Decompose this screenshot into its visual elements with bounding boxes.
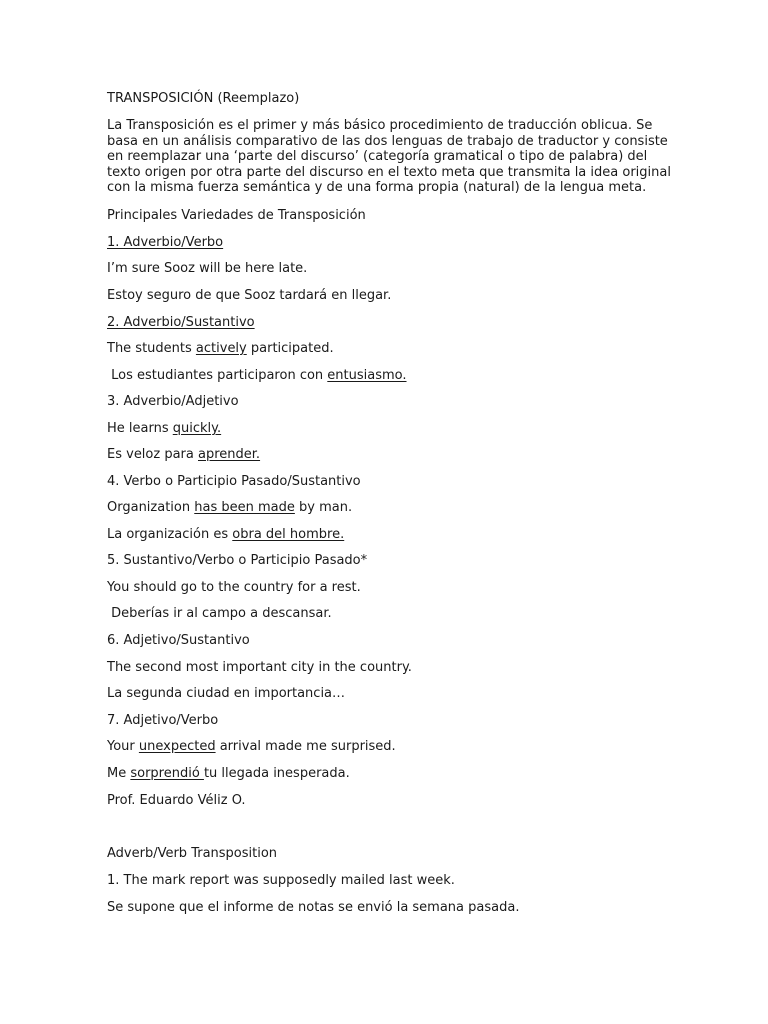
intro-line: basa en un análisis comparativo de las dos lenguas de trabajo de traductor y consiste	[107, 133, 668, 149]
section-2-spanish: Los estudiantes participaron con entusiasmo.	[107, 368, 407, 383]
intro-line: texto origen por otra parte del discurso en el texto meta que transmita la idea original	[107, 164, 671, 180]
underlined-word: actively	[195, 341, 247, 356]
section-1-english: I’m sure Sooz will be here late.	[107, 261, 308, 276]
section-1-spanish: Estoy seguro de que Sooz tardará en llegar.	[107, 288, 392, 303]
section-1-heading: 1. Adverbio/Verbo	[107, 235, 224, 250]
section-7-spanish: Me sorprendió tu llegada inesperada.	[107, 766, 350, 781]
section-3-heading: 3. Adverbio/Adjetivo	[107, 394, 239, 409]
underlined-word: entusiasmo.	[327, 368, 407, 383]
section-4-english: Organization has been made by man.	[107, 500, 353, 515]
varieties-heading: Principales Variedades de Transposición	[107, 208, 366, 223]
section-2-english: The students actively participated.	[107, 341, 334, 356]
section-4-heading: 4. Verbo o Participio Pasado/Sustantivo	[107, 474, 361, 489]
document-title: TRANSPOSICIÓN (Reemplazo)	[107, 91, 300, 106]
section-5-spanish: Deberías ir al campo a descansar.	[107, 606, 332, 621]
underlined-word: unexpected	[138, 739, 216, 754]
author-signature: Prof. Eduardo Véliz O.	[107, 793, 246, 808]
underlined-word: sorprendió	[130, 766, 204, 781]
adverb-item-english: 1. The mark report was supposedly mailed last week.	[107, 873, 455, 888]
intro-paragraph	[107, 118, 671, 196]
underlined-word: has been made	[194, 500, 295, 515]
section-6-spanish: La segunda ciudad en importancia…	[107, 686, 346, 701]
section-5-english: You should go to the country for a rest.	[107, 580, 361, 595]
section-7-english: Your unexpected arrival made me surprised.	[107, 739, 396, 754]
adverb-item-spanish: Se supone que el informe de notas se envió la semana pasada.	[107, 900, 520, 915]
intro-line: con la misma fuerza semántica y de una forma propia (natural) de la lengua meta.	[107, 180, 647, 195]
section-4-spanish: La organización es obra del hombre.	[107, 527, 345, 542]
section-2-heading: 2. Adverbio/Sustantivo	[107, 315, 255, 330]
underlined-word: aprender.	[198, 447, 261, 462]
section-6-english: The second most important city in the country.	[107, 660, 412, 675]
underlined-word: obra del hombre.	[232, 527, 345, 542]
section-7-heading: 7. Adjetivo/Verbo	[107, 713, 219, 728]
section-3-spanish: Es veloz para aprender.	[107, 447, 261, 462]
section-3-english: He learns quickly.	[107, 421, 222, 436]
section-5-heading: 5. Sustantivo/Verbo o Participio Pasado*	[107, 553, 368, 568]
section-6-heading: 6. Adjetivo/Sustantivo	[107, 633, 250, 648]
intro-line: en reemplazar una ‘parte del discurso’ (categoría gramatical o tipo de palabra) del	[107, 149, 648, 164]
adverb-verb-heading: Adverb/Verb Transposition	[107, 846, 278, 861]
intro-line: La Transposición es el primer y más básico procedimiento de traducción oblicua. Se	[107, 118, 653, 133]
underlined-word: quickly.	[172, 421, 222, 436]
